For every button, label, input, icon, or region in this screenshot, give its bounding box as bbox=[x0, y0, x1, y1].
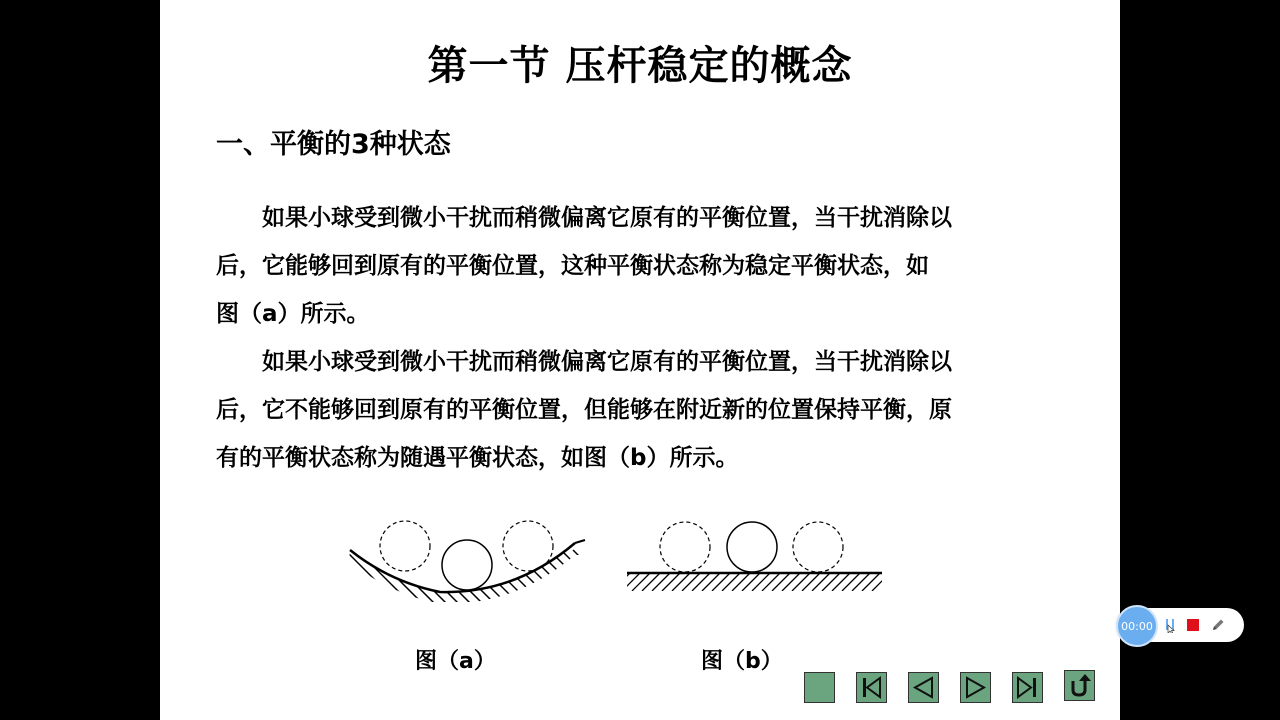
pen-icon[interactable] bbox=[1210, 617, 1226, 633]
pause-icon[interactable] bbox=[1162, 617, 1178, 633]
slide-title: 第一节 压杆稳定的概念 bbox=[427, 43, 853, 89]
paragraph-stable-equilibrium bbox=[216, 194, 1086, 338]
last-slide-button[interactable] bbox=[1012, 672, 1043, 703]
paragraph-line: 如果小球受到微小干扰而稍微偏离它原有的平衡位置，当干扰消除以 bbox=[262, 205, 952, 231]
first-slide-button[interactable] bbox=[856, 672, 887, 703]
figure-b-flat-diagram bbox=[622, 510, 887, 595]
return-arrow-icon bbox=[1065, 671, 1094, 700]
recording-toolbar bbox=[1118, 608, 1244, 642]
figure-a-bowl-diagram bbox=[345, 510, 595, 610]
home-button[interactable] bbox=[804, 672, 835, 703]
previous-slide-icon bbox=[909, 673, 938, 702]
return-button[interactable] bbox=[1064, 670, 1095, 701]
recording-timer: 00:00 bbox=[1116, 605, 1158, 647]
paragraph-line: 有的平衡状态称为随遇平衡状态，如图（b）所示。 bbox=[216, 445, 739, 471]
paragraph-line: 后，它不能够回到原有的平衡位置，但能够在附近新的位置保持平衡，原 bbox=[216, 397, 952, 423]
last-slide-icon bbox=[1013, 673, 1042, 702]
first-slide-icon bbox=[857, 673, 886, 702]
next-slide-icon bbox=[961, 673, 990, 702]
paragraph-line: 图（a）所示。 bbox=[216, 301, 370, 327]
next-slide-button[interactable] bbox=[960, 672, 991, 703]
figure-b-caption: 图（b） bbox=[701, 649, 783, 674]
figure-a-caption: 图（a） bbox=[415, 649, 496, 674]
paragraph-line: 如果小球受到微小干扰而稍微偏离它原有的平衡位置，当干扰消除以 bbox=[262, 349, 952, 375]
paragraph-line: 后，它能够回到原有的平衡位置，这种平衡状态称为稳定平衡状态，如 bbox=[216, 253, 929, 279]
slide bbox=[160, 0, 1120, 720]
stop-icon[interactable] bbox=[1185, 617, 1201, 633]
paragraph-neutral-equilibrium bbox=[216, 338, 1086, 482]
previous-slide-button[interactable] bbox=[908, 672, 939, 703]
section-heading: 一、平衡的3种状态 bbox=[216, 129, 451, 160]
